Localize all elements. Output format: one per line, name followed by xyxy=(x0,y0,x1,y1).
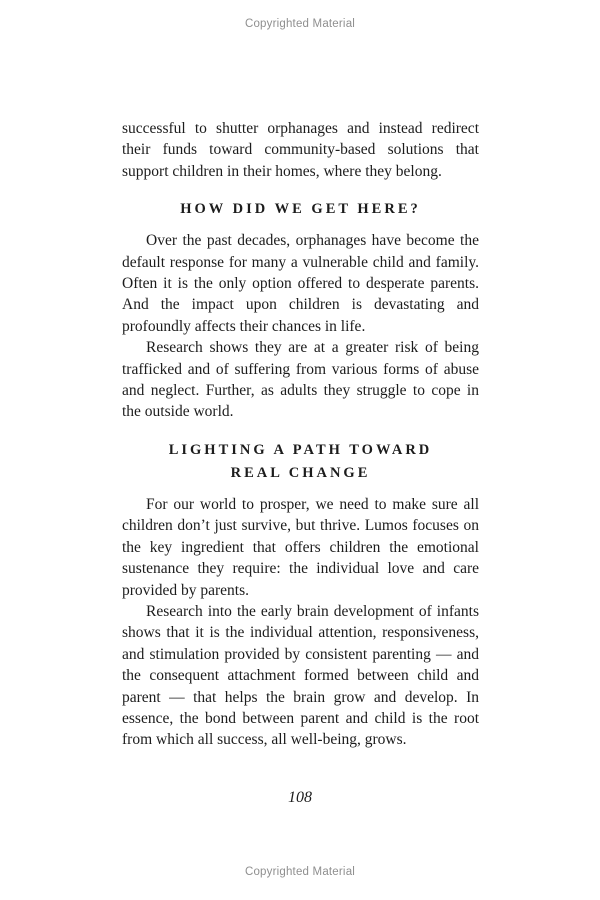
heading-line: HOW DID WE GET HERE? xyxy=(180,201,421,218)
page-body xyxy=(122,118,479,751)
paragraph-section1-2: Research shows they are at a greater risk of being trafficked and of suffering from various forms of abuse and neglect. Further, as adults they struggle to cope in the outside world. xyxy=(122,339,479,421)
copyright-notice-bottom: Copyrighted Material xyxy=(244,866,356,878)
copyright-notice-top: Copyrighted Material xyxy=(244,18,356,30)
paragraph-section1-1: Over the past decades, orphanages have become the default response for many a vulnerable child and family. Often it is the only option offered to desperate parents. And the impact upon children is devastating and profoundly affects their chances in life. xyxy=(122,232,479,335)
page-number: 108 xyxy=(288,789,312,806)
section-heading-lighting-a-path xyxy=(122,439,479,485)
heading-line: REAL CHANGE xyxy=(230,464,371,481)
paragraph-section2-2: Research into the early brain development of infants shows that it is the individual attention, responsiveness, and stimulation provided by consistent parenting — and the consequent attachment formed between child and parent — that helps the brain grow and develop. In essence, the bond between parent and child is the root from which all success, all well-being, grows. xyxy=(122,602,479,749)
heading-line: LIGHTING A PATH TOWARD xyxy=(168,441,433,458)
paragraph-section2-1: For our world to prosper, we need to make sure all children don’t just survive, but thrive. Lumos focuses on the key ingredient that offers children the emotional sustenance they require: the individual love and care provided by parents. xyxy=(122,495,479,599)
section-heading-how-did-we-get-here xyxy=(122,198,479,221)
intro-paragraph: successful to shutter orphanages and instead redirect their funds toward community-based solutions that support children in their homes, where they belong. xyxy=(122,120,479,180)
